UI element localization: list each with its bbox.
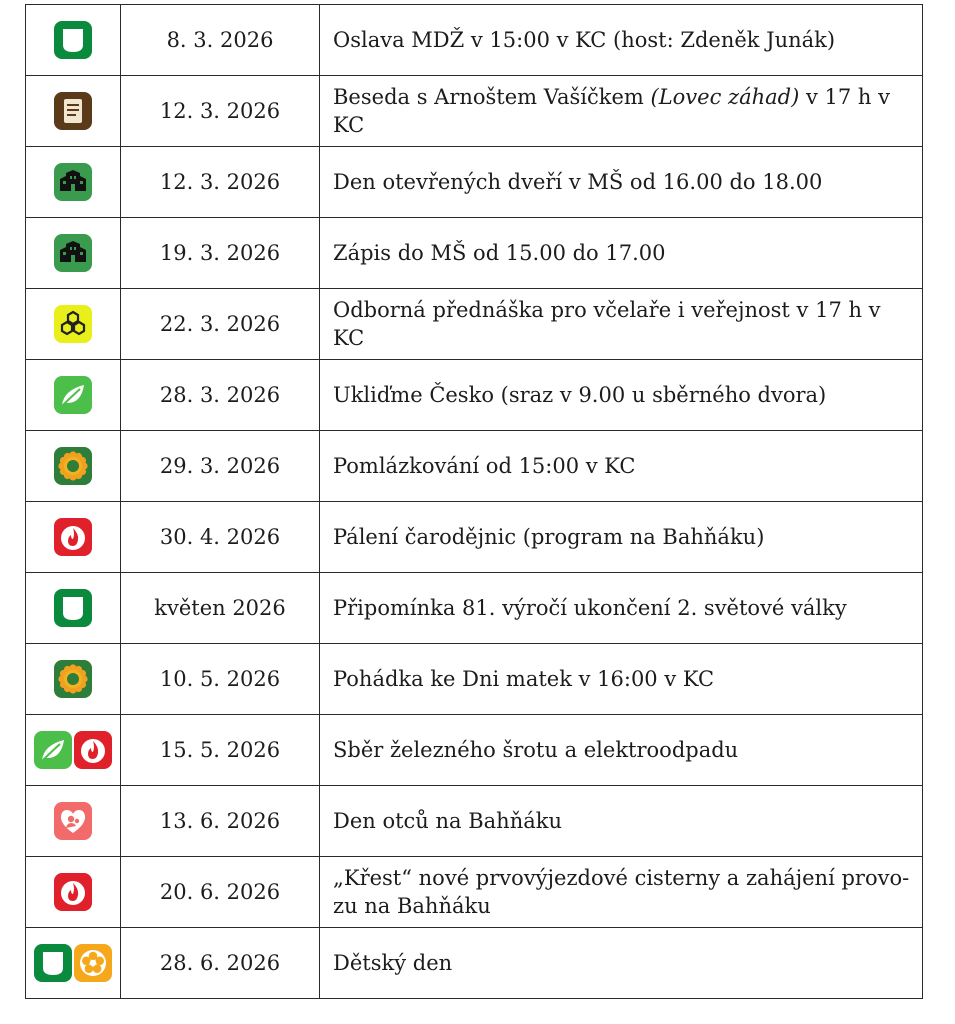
event-date: 13. 6. 2026	[121, 786, 320, 857]
table-row	[26, 502, 923, 573]
event-icons	[26, 218, 121, 289]
event-icons	[26, 147, 121, 218]
table-row	[26, 360, 923, 431]
event-date: 12. 3. 2026	[121, 147, 320, 218]
table-row	[26, 76, 923, 147]
event-icons	[26, 360, 121, 431]
leaf-icon	[54, 376, 92, 414]
table-row	[26, 573, 923, 644]
event-date: 20. 6. 2026	[121, 857, 320, 928]
event-date: 28. 6. 2026	[121, 928, 320, 999]
fire-icon	[74, 731, 112, 769]
event-icons	[26, 289, 121, 360]
table-row	[26, 857, 923, 928]
event-icons	[26, 786, 121, 857]
event-date: 22. 3. 2026	[121, 289, 320, 360]
event-icons	[26, 715, 121, 786]
events-table-body	[26, 5, 923, 999]
honeycomb-icon	[54, 305, 92, 343]
table-row	[26, 5, 923, 76]
event-date: 10. 5. 2026	[121, 644, 320, 715]
sun-icon	[54, 660, 92, 698]
event-description	[320, 76, 923, 147]
event-description: Odborná přednáška pro včelaře i veřejnost v 17 h v KC	[320, 289, 923, 360]
table-row	[26, 715, 923, 786]
event-date: 29. 3. 2026	[121, 431, 320, 502]
event-date: 28. 3. 2026	[121, 360, 320, 431]
event-date: 19. 3. 2026	[121, 218, 320, 289]
event-icons	[26, 431, 121, 502]
leaf-icon	[34, 731, 72, 769]
event-description: Pomlázkování od 15:00 v KC	[320, 431, 923, 502]
event-date: 30. 4. 2026	[121, 502, 320, 573]
table-row	[26, 644, 923, 715]
event-date: 15. 5. 2026	[121, 715, 320, 786]
event-date: 8. 3. 2026	[121, 5, 320, 76]
event-icons	[26, 644, 121, 715]
family-icon	[54, 802, 92, 840]
event-description: Připomínka 81. výročí ukončení 2. světové války	[320, 573, 923, 644]
event-description-part: (Lovec záhad)	[650, 85, 800, 109]
event-description: Pálení čarodějnic (program na Bahňáku)	[320, 502, 923, 573]
event-description: Den otců na Bahňáku	[320, 786, 923, 857]
school-icon	[54, 163, 92, 201]
table-row	[26, 431, 923, 502]
sun-icon	[54, 447, 92, 485]
shield-icon	[34, 944, 72, 982]
event-description: Dětský den	[320, 928, 923, 999]
events-table	[25, 4, 923, 999]
event-description-part: Beseda s Arnoštem Vašíčkem	[333, 85, 651, 109]
event-icons	[26, 573, 121, 644]
event-icons	[26, 76, 121, 147]
event-description: Pohádka ke Dni matek v 16:00 v KC	[320, 644, 923, 715]
school-icon	[54, 234, 92, 272]
event-description: Sběr železného šrotu a elektroodpadu	[320, 715, 923, 786]
book-icon	[54, 92, 92, 130]
shield-icon	[54, 21, 92, 59]
event-description: „Křest“ nové prvovýjezdové cisterny a zahájení provo-zu na Bahňáku	[320, 857, 923, 928]
event-icons	[26, 502, 121, 573]
table-row	[26, 218, 923, 289]
table-row	[26, 289, 923, 360]
event-icons	[26, 928, 121, 999]
event-date: květen 2026	[121, 573, 320, 644]
table-row	[26, 928, 923, 999]
table-row	[26, 147, 923, 218]
event-icons	[26, 5, 121, 76]
event-description-part: v 17 h v KC	[333, 85, 890, 137]
shield-icon	[54, 589, 92, 627]
event-description: Den otevřených dveří v MŠ od 16.00 do 18.00	[320, 147, 923, 218]
table-row	[26, 786, 923, 857]
fire-icon	[54, 518, 92, 556]
event-date: 12. 3. 2026	[121, 76, 320, 147]
flower-icon	[74, 944, 112, 982]
fire-icon	[54, 873, 92, 911]
event-icons	[26, 857, 121, 928]
event-description: Ukliďme Česko (sraz v 9.00 u sběrného dvora)	[320, 360, 923, 431]
event-description: Zápis do MŠ od 15.00 do 17.00	[320, 218, 923, 289]
event-description: Oslava MDŽ v 15:00 v KC (host: Zdeněk Junák)	[320, 5, 923, 76]
